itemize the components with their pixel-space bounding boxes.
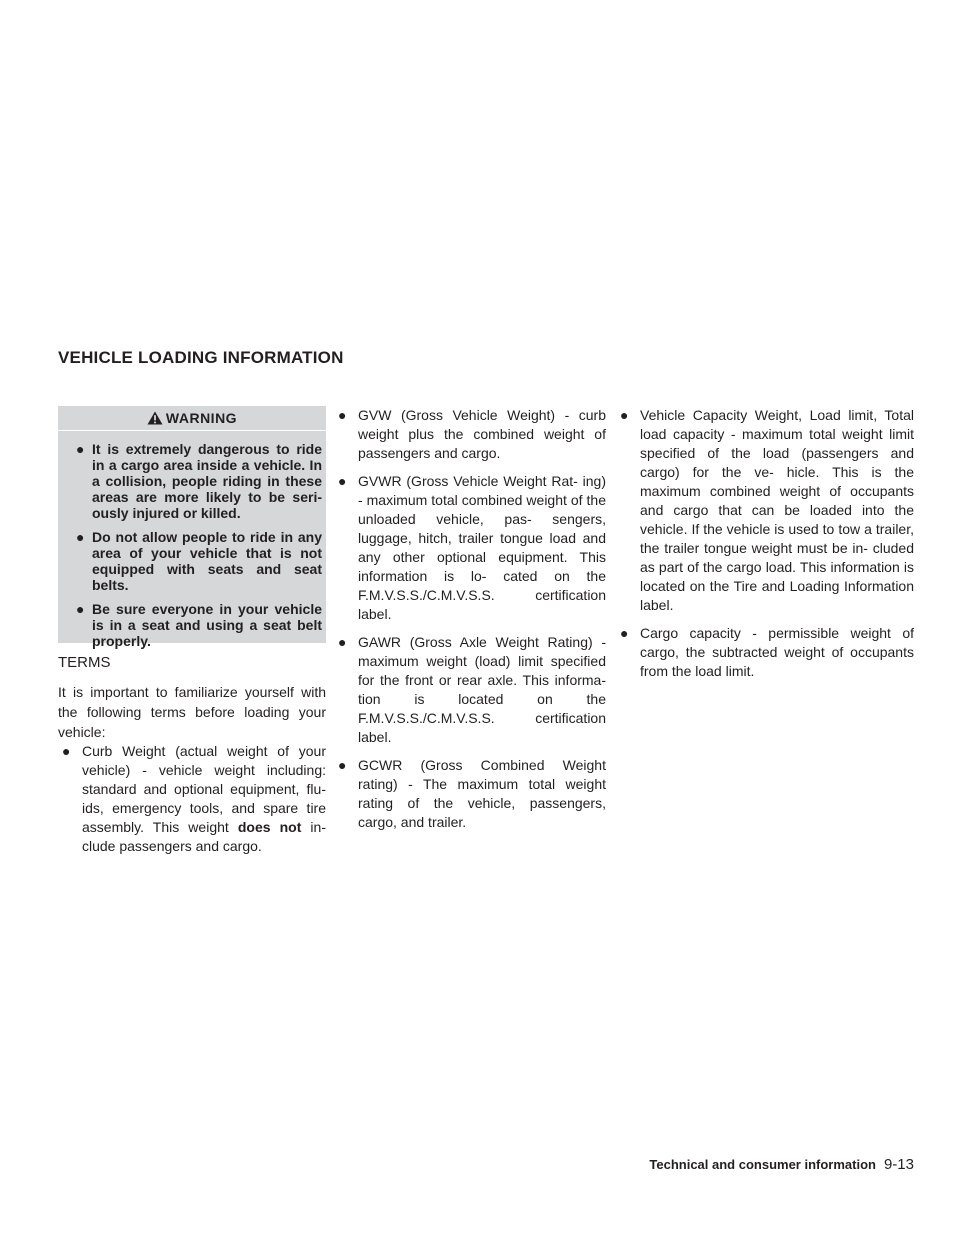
term-text: Curb Weight (actual weight of your vehicle) - vehicle weight including: standard and optional equipment, flu- ids, emergency tools, and spare tire assembly. This weight (82, 743, 326, 835)
warning-item (76, 529, 322, 593)
bullet: ● (76, 529, 85, 545)
term-item (338, 756, 606, 832)
terms-list-col3 (620, 406, 914, 690)
term-text: GVW (Gross Vehicle Weight) - curb weight plus the combined weight of passengers and cargo. (358, 407, 606, 461)
terms-heading: TERMS (58, 654, 111, 671)
term-text: in- clude passengers and cargo. (82, 819, 326, 854)
bullet: ● (338, 634, 347, 650)
terms-list-col2 (338, 406, 606, 841)
warning-list (58, 431, 326, 649)
bullet: ● (76, 601, 85, 617)
warning-triangle-icon (147, 411, 163, 425)
bullet: ● (338, 473, 347, 489)
bullet: ● (76, 441, 85, 457)
warning-header (58, 406, 326, 431)
section-title: VEHICLE LOADING INFORMATION (58, 348, 344, 367)
term-text: GAWR (Gross Axle Weight Rating) - maximum weight (load) limit specified for the front or rear axle. This informa- tion is located on the F.M.V.S.S./C.M.V.S.S. certification label. (358, 634, 606, 745)
term-item (62, 742, 326, 856)
term-item (620, 406, 914, 615)
warning-item-text: Do not allow people to ride in any area of your vehicle that is not equipped with seats and seat belts. (92, 529, 322, 593)
term-item (620, 624, 914, 681)
warning-title: WARNING (165, 410, 238, 426)
bullet: ● (620, 625, 629, 641)
bullet: ● (620, 407, 629, 423)
warning-item-text: It is extremely dangerous to ride in a cargo area inside a vehicle. In a collision, people riding in these areas are more likely to be seri- ously injured or killed. (92, 441, 322, 521)
term-text: GCWR (Gross Combined Weight rating) - The maximum total weight rating of the vehicle, passengers, cargo, and trailer. (358, 757, 606, 830)
bullet: ● (62, 743, 71, 759)
warning-box (58, 406, 326, 649)
term-text: Cargo capacity - permissible weight of cargo, the subtracted weight of occupants from the load limit. (640, 625, 914, 679)
term-item (338, 406, 606, 463)
chapter-title: Technical and consumer information (649, 1157, 876, 1172)
term-item (338, 633, 606, 747)
warning-item (76, 601, 322, 649)
bullet: ● (338, 757, 347, 773)
page-footer (649, 1156, 914, 1173)
warning-item-text: Be sure everyone in your vehicle is in a seat and using a seat belt properly. (92, 601, 322, 649)
term-text: Vehicle Capacity Weight, Load limit, Total load capacity - maximum total weight limit specified of the load (passengers and cargo) for the ve- hicle. This is the maximum combined weight of occupants and cargo that can be loaded into the vehicle. If the vehicle is used to tow a trailer, the trailer tongue weight must be in- cluded as part of the cargo load. This information is located on the Tire and Loading Information label. (640, 407, 914, 613)
term-item (338, 472, 606, 624)
page-number: 9-13 (883, 1156, 914, 1173)
term-emphasis: does not (237, 819, 302, 835)
term-text: GVWR (Gross Vehicle Weight Rat- ing) - maximum total combined weight of the unloaded vehicle, pas- sengers, luggage, hitch, trailer tongue load and any other optional equipment. This information is lo- cated on the F.M.V.S.S./C.M.V.S.S. certification label. (358, 473, 606, 622)
bullet: ● (338, 407, 347, 423)
terms-intro: It is important to familiarize yourself with the following terms before loading your vehicle: (58, 684, 326, 740)
warning-item (76, 441, 322, 521)
terms-list-col1 (62, 742, 326, 865)
